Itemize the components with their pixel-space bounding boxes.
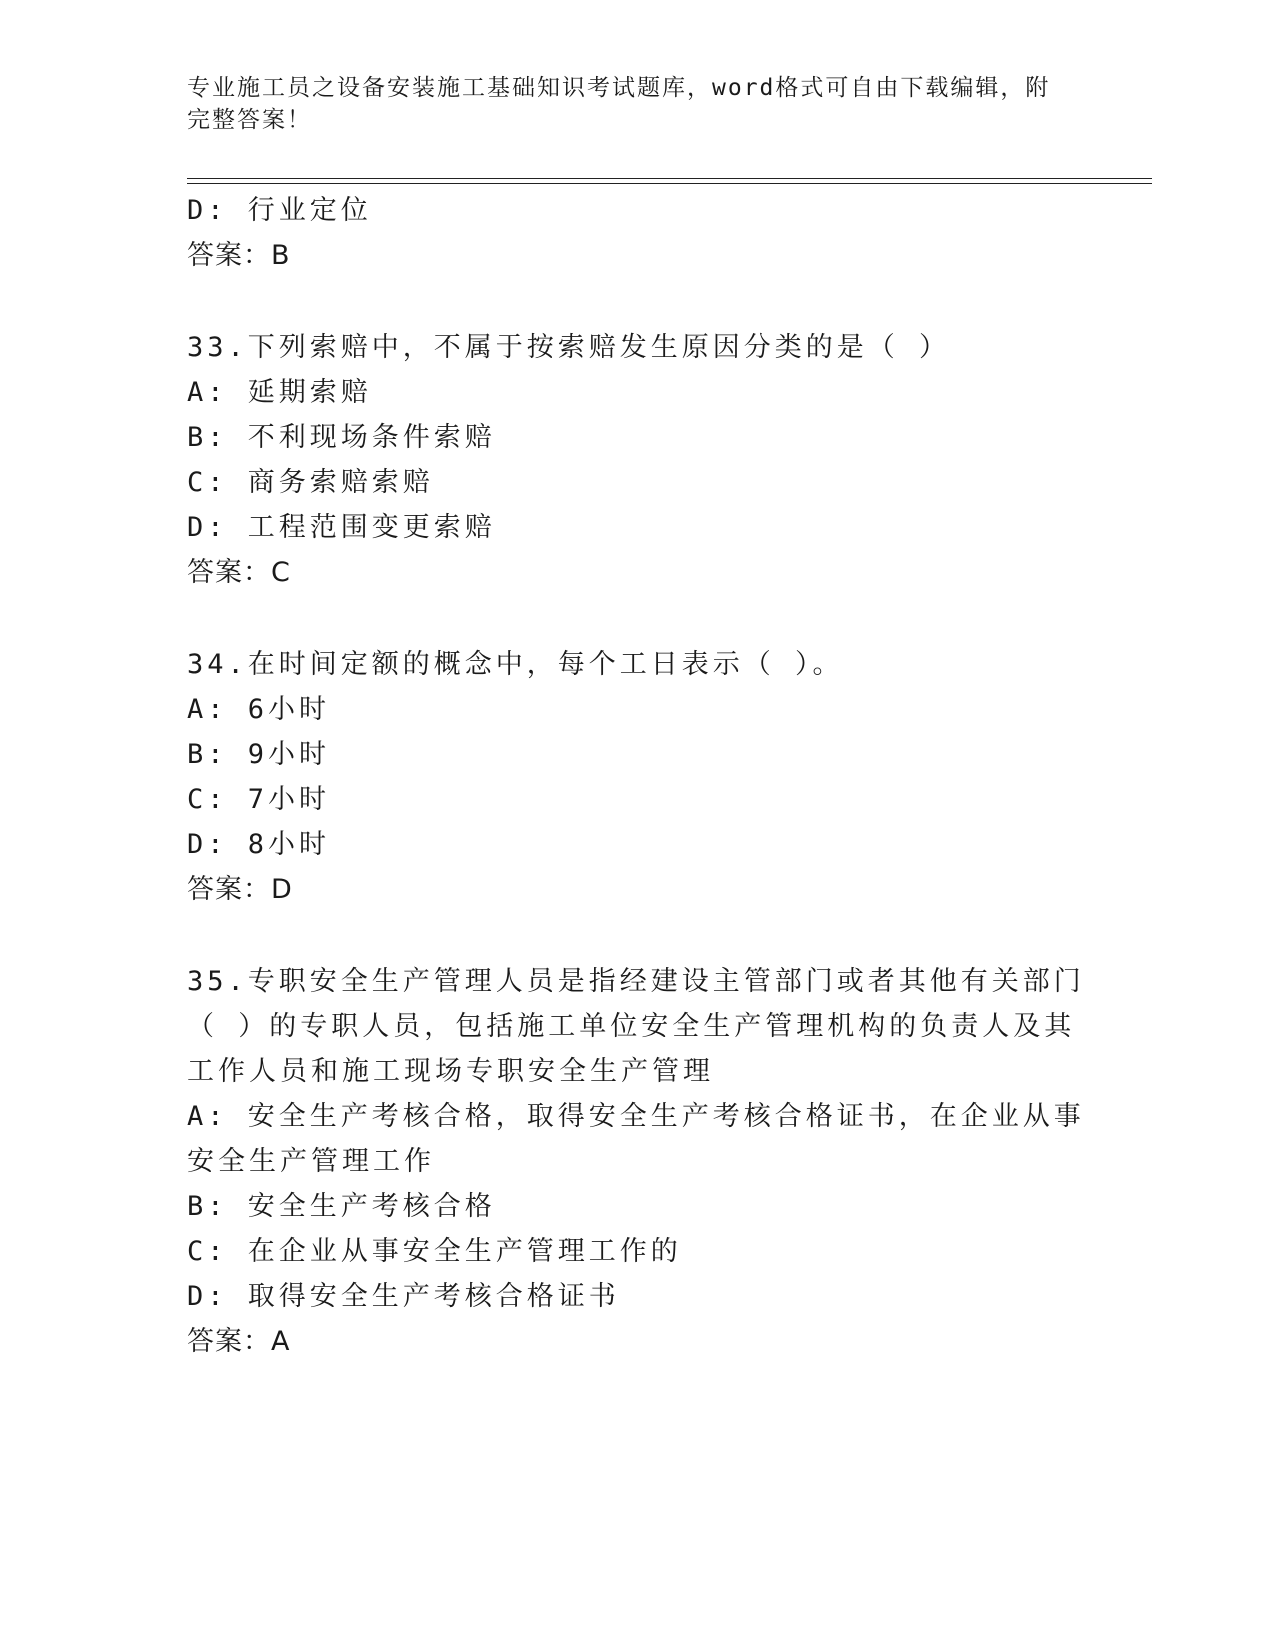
option-d: D: 取得安全生产考核合格证书	[187, 1281, 620, 1312]
option-d: D: 8小时	[187, 829, 331, 860]
question-stem: 35.专职安全生产管理人员是指经建设主管部门或者其他有关部门（ ）的专职人员，包括施工单位安全生产管理机构的负责人及其工作人员和施工现场专职安全生产管理	[187, 966, 1085, 1087]
header-rule-top	[187, 178, 1152, 179]
answer-line: 答案：B	[187, 240, 291, 271]
previous-question-tail	[187, 188, 1087, 278]
option-d: D: 工程范围变更索赔	[187, 512, 496, 543]
option-c: C: 在企业从事安全生产管理工作的	[187, 1236, 682, 1267]
option-a: A: 安全生产考核合格，取得安全生产考核合格证书，在企业从事安全生产管理工作	[187, 1101, 1085, 1177]
option-b: B: 安全生产考核合格	[187, 1191, 496, 1222]
option-d: D: 行业定位	[187, 195, 372, 226]
question-33	[187, 325, 1087, 595]
question-stem: 33.下列索赔中，不属于按索赔发生原因分类的是（ ）	[187, 332, 951, 363]
option-b: B: 9小时	[187, 739, 331, 770]
document-header: 专业施工员之设备安装施工基础知识考试题库，word格式可自由下载编辑，附完整答案！	[187, 75, 1051, 133]
option-a: A: 6小时	[187, 694, 331, 725]
question-34	[187, 642, 1087, 912]
header-rule-bottom	[187, 183, 1152, 184]
question-35	[187, 959, 1087, 1364]
option-b: B: 不利现场条件索赔	[187, 422, 496, 453]
answer-line: 答案：A	[187, 1326, 291, 1357]
answer-line: 答案：D	[187, 874, 293, 905]
option-c: C: 商务索赔索赔	[187, 467, 434, 498]
question-content	[187, 188, 1087, 1364]
option-a: A: 延期索赔	[187, 377, 372, 408]
answer-line: 答案：C	[187, 557, 291, 588]
option-c: C: 7小时	[187, 784, 331, 815]
question-stem: 34.在时间定额的概念中，每个工日表示（ ）。	[187, 649, 844, 680]
